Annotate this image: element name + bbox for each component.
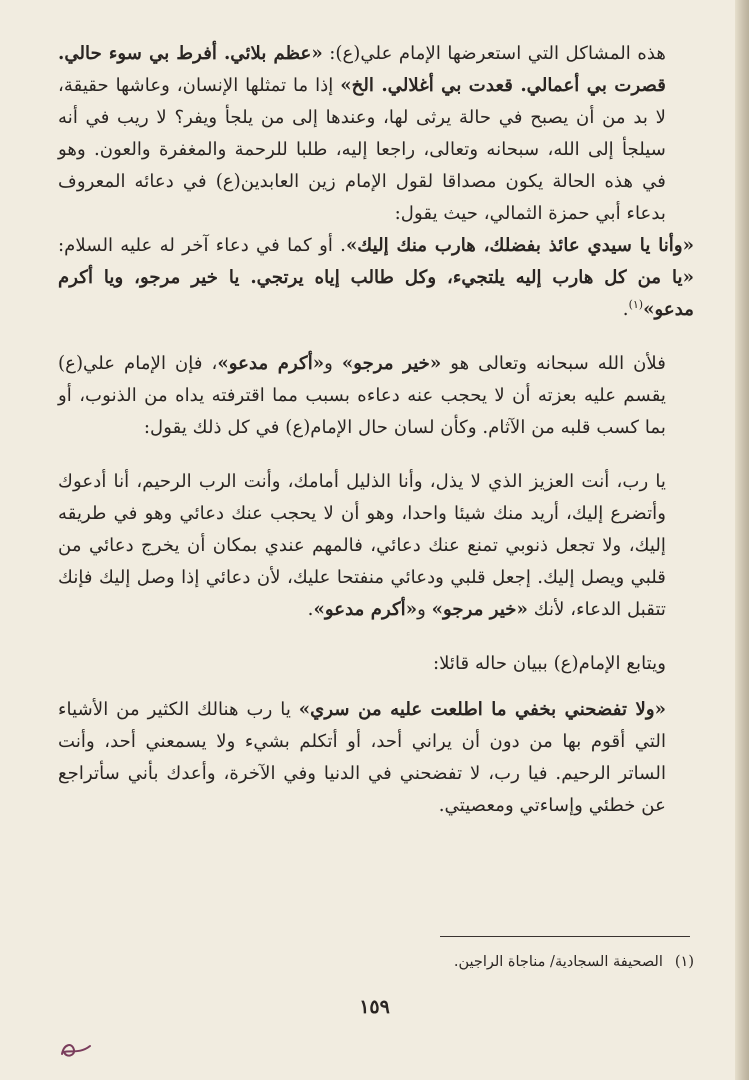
text-span: . أو كما في دعاء آخر له عليه السلام: <box>58 235 346 256</box>
footnote-number: (١) <box>674 954 694 970</box>
footnote-ref[interactable]: (١) <box>628 297 644 311</box>
paragraph-3 <box>58 466 694 626</box>
main-text <box>58 38 694 822</box>
quote-span: مدعو» <box>643 299 694 320</box>
text-span: فلأن الله سبحانه وتعالى هو <box>441 353 666 374</box>
text-span: إذا ما تمثلها الإنسان، وعاشها حقيقة، لا بد من أن يصبح في حالة يرثى لها، وعندها إلى من يلجأ ويفر؟ لا ريب في أنه سيلجأ إلى الله، سبحانه وتعالى، راجعا إليه، طلبا للرحمة والمغفرة والعون. وهو في هذه الحالة يكون مصداقا لقول الإمام زين العابدين(ع) في دعائه المعروف بدعاء أبي حمزة الثمالي، حيث يقول: <box>58 75 666 224</box>
paragraph-4: ويتابع الإمام(ع) ببيان حاله قائلا: <box>432 653 666 674</box>
text-span: و <box>417 599 432 620</box>
quote-span: «وأنا يا سيدي عائذ بفضلك، هارب منك إليك» <box>345 235 695 256</box>
quote-span: «خير مرجو» <box>431 599 528 620</box>
text-span: يا رب هنالك الكثير من الأشياء التي أقوم بها من دون أن يراني أحد، أو أتكلم بشيء ولا يسمعني أحد، وأنت الساتر الرحيم. فيا رب، لا تفضحني في الدنيا وفي الآخرة، وأعدك بأني سأتراجع عن خطئي وإساءتي ومعصيتي. <box>58 699 666 816</box>
footnote-text: الصحيفة السجادية/ مناجاة الراجين. <box>453 954 663 970</box>
quote-span: «أكرم مدعو» <box>313 599 418 620</box>
text-span: هذه المشاكل التي استعرضها الإمام علي(ع): <box>322 43 666 64</box>
quote-span: «يا من كل هارب إليه يلتجيء، وكل طالب إياه يرتجي. يا خير مرجو، ويا أكرم <box>58 267 694 288</box>
text-span: . <box>622 299 629 320</box>
quote-span: «خير مرجو» <box>341 353 442 374</box>
paragraph-5 <box>58 694 694 822</box>
quote-span: «عظم بلائي. أفرط بي سوء حالي. قصرت بي أعمالي. قعدت بي أغلالي. الخ» <box>58 43 667 96</box>
page-number: ١٥٩ <box>359 996 390 1018</box>
text-span: يا رب، أنت العزيز الذي لا يذل، وأنا الذليل أمامك، وأنت الرب الرحيم، أنا أدعوك وأتضرع إليك، أريد منك شيئا واحدا، وهو أن لا يحجب عنك دعائي وهو في طريقه إليك، ولا تجعل ذنوبي تمنع عنك دعائي، فالمهم عندي بمكان أن يخرج دعائي من قلبي ويصل إليك. إجعل قلبي ودعائي منفتحا عليك، لأن دعائي إذا وصل إليك فإنك تتقبل الدعاء، لأنك <box>58 471 666 620</box>
quote-span: «أكرم مدعو» <box>217 353 325 374</box>
paragraph-2 <box>58 348 694 444</box>
handwritten-mark-icon <box>56 1032 96 1062</box>
footnote-divider <box>440 936 690 937</box>
page-spine-shadow <box>735 0 749 1080</box>
paragraph-1-cont <box>58 230 694 326</box>
text-span: . <box>307 599 314 620</box>
text-span: ، فإن الإمام علي(ع) يقسم عليه بعزته أن لا يحجب عنه دعاءه بسبب مما اقترفته يداه من الذنوب، أو بما كسب قلبه من الآثام. وكأن لسان حال الإمام(ع) في كل ذلك يقول: <box>58 353 666 438</box>
quote-span: «ولا تفضحني بخفي ما اطلعت عليه من سري» <box>298 699 666 720</box>
text-span: و <box>324 353 342 374</box>
paragraph-1 <box>58 38 694 230</box>
footnote <box>58 950 694 974</box>
